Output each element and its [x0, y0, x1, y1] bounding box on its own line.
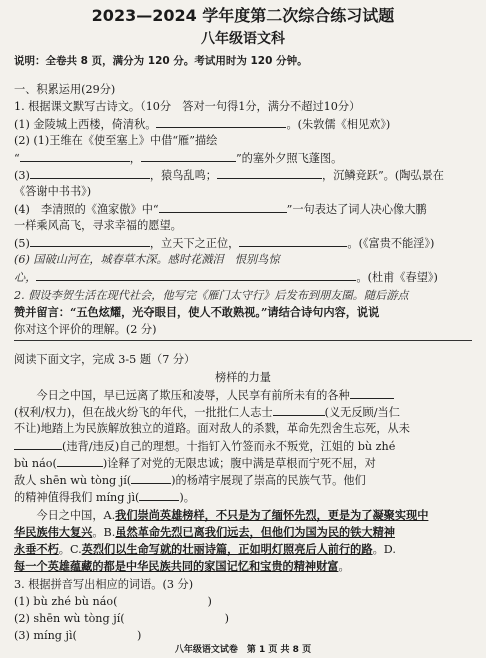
question-2-line-2: 赞并留言：“五色炫耀，光夺眼目，使人不敢熟视。”请结合诗句内容，说说 — [14, 305, 380, 319]
answer-blank[interactable] — [239, 235, 347, 247]
passage-line: 今日之中国，早已远离了欺压和凌辱，人民享有前所未有的各种 — [14, 387, 476, 403]
q1-item-4-cont: 一样乘风高飞，寻求幸福的愿望。 — [14, 219, 182, 232]
answer-blank[interactable] — [30, 235, 150, 247]
page-subtitle: 八年级语文科 — [201, 31, 285, 47]
answer-blank[interactable] — [36, 269, 356, 281]
passage-line: bù náo( )诠释了对党的无限忠诚；腹中满是草根而宁死不屈，对 — [14, 457, 376, 470]
passage-line: 每一个英雄蕴藏的都是中华民族共同的家国记忆和宝贵的精神财富。 — [14, 559, 350, 573]
question-1-stem: 1. 根据课文默写古诗文。（10分 答对一句得1分，满分不超过10分） — [14, 100, 361, 113]
passage-title: 榜样的力量 — [215, 371, 271, 384]
answer-blank[interactable] — [20, 150, 130, 162]
q1-item-3: (3) ，猿鸟乱鸣； ，沉鳞竞跃”。(陶弘景在 — [14, 169, 444, 182]
answer-blank[interactable] — [57, 455, 103, 467]
q1-item-4: (4) 李清照的《渔家傲》中“ ”一句表达了词人决心像大鹏 — [14, 203, 427, 216]
passage-line: 华民族伟大复兴。B.虽然革命先烈已离我们远去，但他们为国为民的铁大精神 — [14, 525, 395, 539]
q3-item-3: (3) míng jì( ) — [14, 629, 142, 642]
question-2-line-3: 你对这个评价的理解。(2 分) — [14, 323, 157, 336]
q1-item-2-blanks: “ ， ”的塞外夕照飞蓬图。 — [14, 152, 343, 165]
answer-blank[interactable] — [273, 404, 325, 416]
answer-blank[interactable] — [131, 472, 171, 484]
q3-item-1: (1) bù zhé bù náo( ) — [14, 595, 212, 608]
q1-item-6: (6) 国破山河在，城春草木深。感时花溅泪 恨别鸟惊 — [14, 253, 280, 266]
answer-blank[interactable] — [30, 167, 150, 179]
answer-blank[interactable] — [141, 150, 236, 162]
passage-line: 敌人 shēn wù tòng jí( )的杨靖宇展现了崇高的民族气节。他们 — [14, 474, 366, 487]
q1-item-3-source: 《答谢中书书》) — [14, 185, 92, 198]
answer-blank[interactable] — [350, 387, 394, 399]
q1-item-5: (5) ，立天下之正位， 。(《富贵不能淫》) — [14, 237, 435, 250]
q1-item-1: (1) 金陵城上西楼，倚清秋。 。(朱敦儒《相见欢》) — [14, 118, 391, 131]
question-2-line-1: 2. 假设李贺生活在现代社会，他写完《雁门太守行》后发布到朋友圈。随后游点 — [14, 289, 409, 302]
q1-item-2: (2) (1)王维在《使至塞上》中借“雁”描绘 — [14, 134, 218, 147]
answer-blank[interactable] — [156, 116, 286, 128]
passage-line: 的精神值得我们 míng jì( )。 — [14, 491, 195, 504]
reading-intro: 阅读下面文字，完成 3-5 题（7 分） — [14, 353, 196, 366]
answer-blank[interactable] — [14, 438, 62, 450]
answer-line[interactable] — [14, 340, 472, 341]
page-title: 2023—2024 学年度第二次综合练习试题 — [91, 6, 395, 25]
answer-blank[interactable] — [159, 201, 287, 213]
page-footer: 八年级语文试卷 第 1 页 共 8 页 — [174, 645, 312, 655]
passage-line: (违背/违反)自己的理想。十指钉入竹签而永不叛党，江姐的 bù zhé — [14, 438, 476, 454]
q1-item-6-cont: 心， 。(杜甫《春望》) — [14, 271, 438, 284]
section-heading: 一、积累运用(29分) — [14, 83, 116, 96]
passage-line: (权利/权力)，但在战火纷飞的年代，一批批仁人志士 (义无反顾/当仁 — [14, 406, 400, 419]
question-3-stem: 3. 根据拼音写出相应的词语。(3 分) — [14, 578, 194, 591]
passage-line: 今日之中国，A.我们崇尚英雄榜样，不只是为了缅怀先烈，更是为了凝聚实现中 — [14, 508, 429, 522]
passage-line: 不让)地踏上为民族解放独立的道路。面对敌人的杀戮，革命先烈舍生忘死，从未 — [14, 422, 410, 435]
instructions: 说明：全卷共 8 页，满分为 120 分。考试用时为 120 分钟。 — [14, 55, 308, 67]
q3-item-2: (2) shēn wù tòng jí( ) — [14, 612, 230, 625]
answer-blank[interactable] — [139, 489, 179, 501]
passage-line: 永垂不朽。C.英烈们以生命写就的壮丽诗篇，正如明灯照亮后人前行的路。D. — [14, 542, 396, 556]
answer-blank[interactable] — [217, 167, 322, 179]
